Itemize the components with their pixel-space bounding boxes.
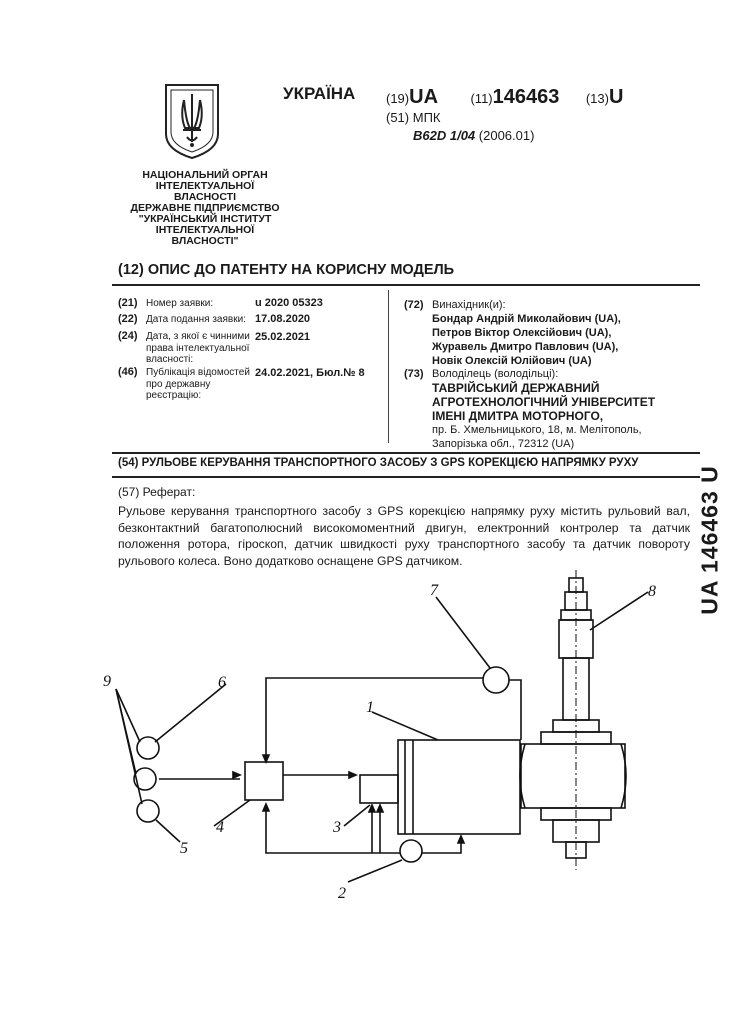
header-codes-line: (19)UA (11)146463 (13)U <box>386 86 624 108</box>
label-4: 4 <box>216 819 224 836</box>
label-6: 6 <box>218 674 226 691</box>
patent-office-name: НАЦІОНАЛЬНИЙ ОРГАН ІНТЕЛЕКТУАЛЬНОЇ ВЛАСНОСТІ ДЕРЖАВНЕ ПІДПРИЄМСТВО "УКРАЇНСЬКИЙ ІНСТИТУТ ІНТЕЛЕКТУАЛЬНОЇ ВЛАСНОСТІ" <box>130 169 280 247</box>
inventors-block: Винахідник(и): Бондар Андрій Миколайович (UA), Петров Віктор Олексійович (UA), Журавель Дмитро Павлович (UA), Новік Олексій Юлійович (UA) <box>432 299 621 367</box>
rotor-sensor-circle <box>400 840 422 862</box>
kind-code: U <box>608 86 624 108</box>
ipc-class-line: B62D 1/04 (2006.01) <box>413 128 535 143</box>
label-5: 5 <box>180 840 188 857</box>
gps-sensor-circle <box>483 667 509 693</box>
sensor-bottom <box>137 800 159 822</box>
label-2: 2 <box>338 885 346 902</box>
biblio-divider <box>112 452 700 454</box>
side-document-id: UA 146463 U <box>696 465 723 615</box>
country-code: UA <box>409 86 439 108</box>
patent-number: 146463 <box>492 86 560 108</box>
technical-drawing <box>100 570 660 910</box>
label-8: 8 <box>648 583 656 600</box>
steering-wheel-assembly <box>521 744 625 808</box>
column-divider <box>388 290 389 443</box>
abstract-heading: (57) Реферат: <box>118 485 196 499</box>
sensor-top <box>137 737 159 759</box>
motor-block <box>398 740 520 834</box>
owner-block: Володілець (володільці): ТАВРІЙСЬКИЙ ДЕРЖАВНИЙ АГРОТЕХНОЛОГІЧНИЙ УНІВЕРСИТЕТ ІМЕНІ ДМИТРА МОТОРНОГО, пр. Б. Хмельницького, 18, м. Мелітополь, Запорізька обл., 72312 (UA) <box>432 368 656 450</box>
controller-box <box>245 762 283 800</box>
label-7: 7 <box>430 582 438 599</box>
coat-of-arms-emblem <box>163 82 221 160</box>
owner-code: (73) <box>404 368 424 380</box>
driver-box <box>360 775 398 803</box>
ipc-label-line: (51) МПК <box>386 110 441 125</box>
label-3: 3 <box>333 819 341 836</box>
invention-title: (54) РУЛЬОВЕ КЕРУВАННЯ ТРАНСПОРТНОГО ЗАСОБУ З GPS КОРЕКЦІЄЮ НАПРЯМКУ РУХУ <box>118 457 639 469</box>
inventors-code: (72) <box>404 299 424 311</box>
invention-title-divider <box>112 476 700 478</box>
label-9: 9 <box>103 673 111 690</box>
document-title: (12) ОПИС ДО ПАТЕНТУ НА КОРИСНУ МОДЕЛЬ <box>118 262 455 278</box>
label-1: 1 <box>366 699 374 716</box>
country-name: УКРАЇНА <box>283 84 356 103</box>
abstract-text: Рульове керування транспортного засобу з GPS корекцією напрямку руху містить рульовий вал, безконтактний багатополюсний високомоментний двигун, електронний контролер та датчик положення ротора, гіроскоп, датчик швидкості руху транспортного засобу та датчик повороту рульового колеса. Воно додатково оснащене GPS датчиком. <box>118 504 690 568</box>
title-divider <box>112 284 700 286</box>
